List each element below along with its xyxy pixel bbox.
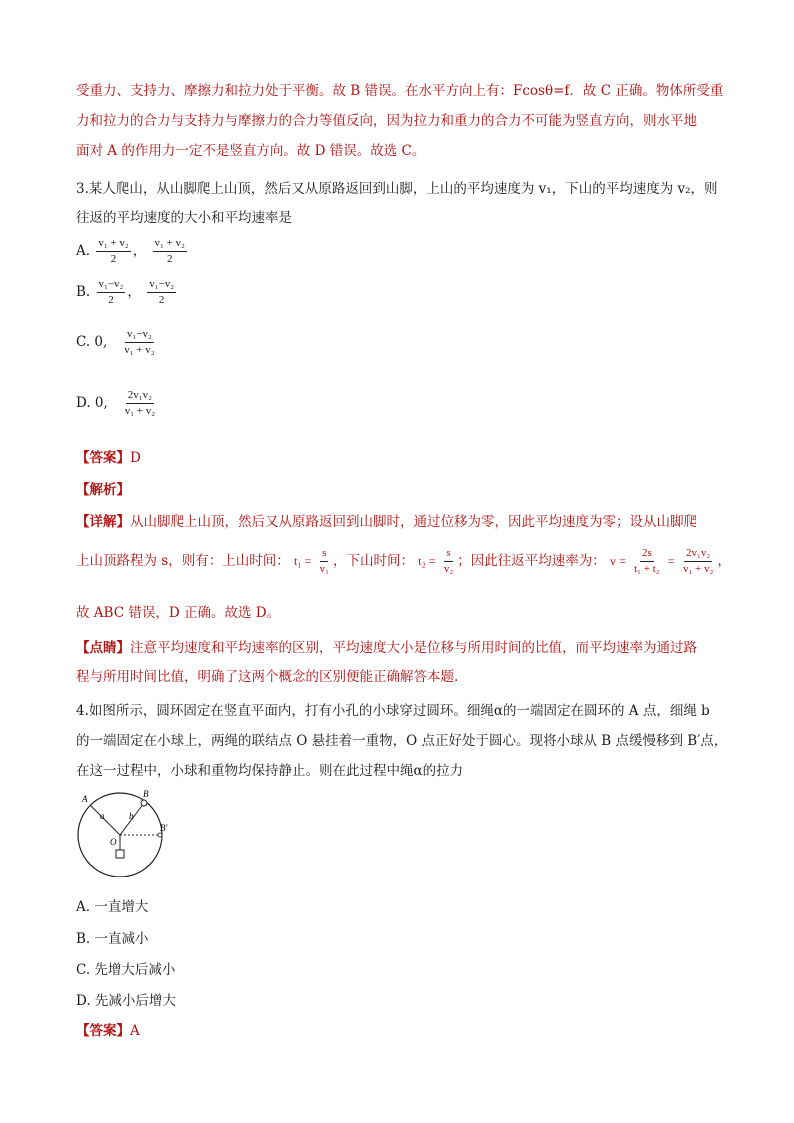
q3-option-b: B. $\frac{\text{v₁−v₂}}{2}$ ， $\frac{\text{v₁−v₂}}{2}$ <box>76 278 175 306</box>
q3-comment-line-2: 程与所用时间比值，明确了这两个概念的区别便能正确解答本题. <box>76 669 459 685</box>
fraction: $\frac{\text{v₁ + v₂}}{2}$ <box>98 237 129 265</box>
ring-diagram <box>72 787 172 877</box>
q3-option-a: A. $\frac{\text{v₁ + v₂}}{2}$ ， $\frac{\text{v₁ + v₂}}{2}$ <box>76 237 185 265</box>
q4-stem-line-1: 4.如图所示，圆环固定在竖直平面内，打有小孔的小球穿过圆环。细绳α的一端固定在圆环的 A 点，细绳 b <box>76 703 710 719</box>
q3-answer <box>76 446 141 466</box>
q3-option-c <box>76 327 159 358</box>
q4-option-d: D. 先减小后增大 <box>76 993 176 1009</box>
q3-stem-line-2: 往返的平均速度的大小和平均速率是 <box>76 210 292 226</box>
q3-detail-line-1: 【详解】从山脚爬上山顶，然后又从原路返回到山脚时，通过位移为零，因此平均速度为零；设从山脚爬 <box>76 514 697 530</box>
fraction: $\frac{\text{v₁−v₂}}{2}$ <box>98 278 124 306</box>
q4-answer <box>76 1019 140 1039</box>
intro-line-2: 力和拉力的合力与支持力与摩擦力的合力等值反向，因为拉力和重力的合力不可能为竖直方向，则水平地 <box>76 113 697 129</box>
fraction: $\frac{\text{2v₁v₂}}{\text{v₁ + v₂}}$ <box>124 389 156 417</box>
analysis-tag: 【解析】 <box>76 482 130 498</box>
answer-tag: 【答案】 <box>76 450 130 466</box>
fraction: $\frac{\text{2v₁v₂}}{\text{v₁ + v₂}}$ <box>682 547 714 575</box>
q4-option-b: B. 一直减小 <box>76 931 149 947</box>
answer-tag: 【答案】 <box>76 1023 130 1039</box>
q4-option-c: C. 先增大后减小 <box>76 962 176 978</box>
q4-stem-line-2: 的一端固定在小球上，两绳的联结点 O 悬挂着一重物，O 点正好处于圆心。现将小球从 B 点缓慢移到 B′点， <box>76 733 728 749</box>
q3-option-d <box>76 388 159 419</box>
label-a: a <box>100 811 105 821</box>
q3-analysis <box>76 478 130 498</box>
fraction: $\frac{\text{v₁ + v₂}}{2}$ <box>154 237 185 265</box>
intro-line-3: 面对 A 的作用力一定不是竖直方向。故 D 错误。故选 C。 <box>76 143 426 159</box>
label-B-prime: B′ <box>160 823 168 833</box>
fraction: $\frac{\text{v₁−v₂}}{\text{v₁ + v₂}}$ <box>124 328 155 356</box>
option-label: D. 0, <box>76 395 108 411</box>
option-label: C. 0, <box>76 334 108 350</box>
fraction: $\frac{s}{\text{v₂}}$ <box>443 547 454 575</box>
q3-comment-line-1: 【点睛】注意平均速度和平均速率的区别，平均速度大小是位移与所用时间的比值，而平均速率为通过路 <box>76 640 697 656</box>
option-label: A. <box>76 243 91 259</box>
q3-detail-line-3: 故 ABC 错误，D 正确。故选 D。 <box>76 605 281 621</box>
q3-stem-line-1: 3.某人爬山，从山脚爬上山顶，然后又从原路返回到山脚，上山的平均速度为 v₁，下山的平均速度为 v₂，则 <box>76 181 718 197</box>
option-label: B. <box>76 284 91 300</box>
fraction: $\frac{\text{v₁−v₂}}{2}$ <box>149 278 175 306</box>
label-B: B <box>143 789 149 799</box>
intro-line-1: 受重力、支持力、摩擦力和拉力处于平衡。故 B 错误。在水平方向上有：Fcosθ=f．故 C 正确。物体所受重 <box>76 83 724 99</box>
q3-detail-line-2: 上山顶路程为 s，则有：上山时间： t₁ = $\frac{s}{\text{v₁}}$ ，下山时间： t₂ = $\frac{s}{\text{v₂}}$ ；因此往返平均速率为： v = $\frac{2s}{\text{t₁ + t₂}}$ = $\frac{\text{2v₁v₂}}{\text{v₁ + v₂}}$ ， <box>76 547 731 575</box>
fraction: $\frac{s}{\text{v₁}}$ <box>319 547 329 575</box>
q4-stem-line-3: 在这一过程中，小球和重物均保持静止。则在此过程中绳α的拉力 <box>76 763 464 779</box>
answer-value: D <box>130 450 141 466</box>
fraction: $\frac{2s}{\text{t₁ + t₂}}$ <box>634 547 660 575</box>
comment-tag: 【点睛】 <box>76 640 130 656</box>
q4-option-a: A. 一直增大 <box>76 899 149 915</box>
label-A: A <box>82 794 88 804</box>
answer-value: A <box>130 1023 140 1039</box>
detail-tag: 【详解】 <box>76 514 130 530</box>
label-O: O <box>110 837 117 847</box>
label-b: b <box>129 811 134 821</box>
